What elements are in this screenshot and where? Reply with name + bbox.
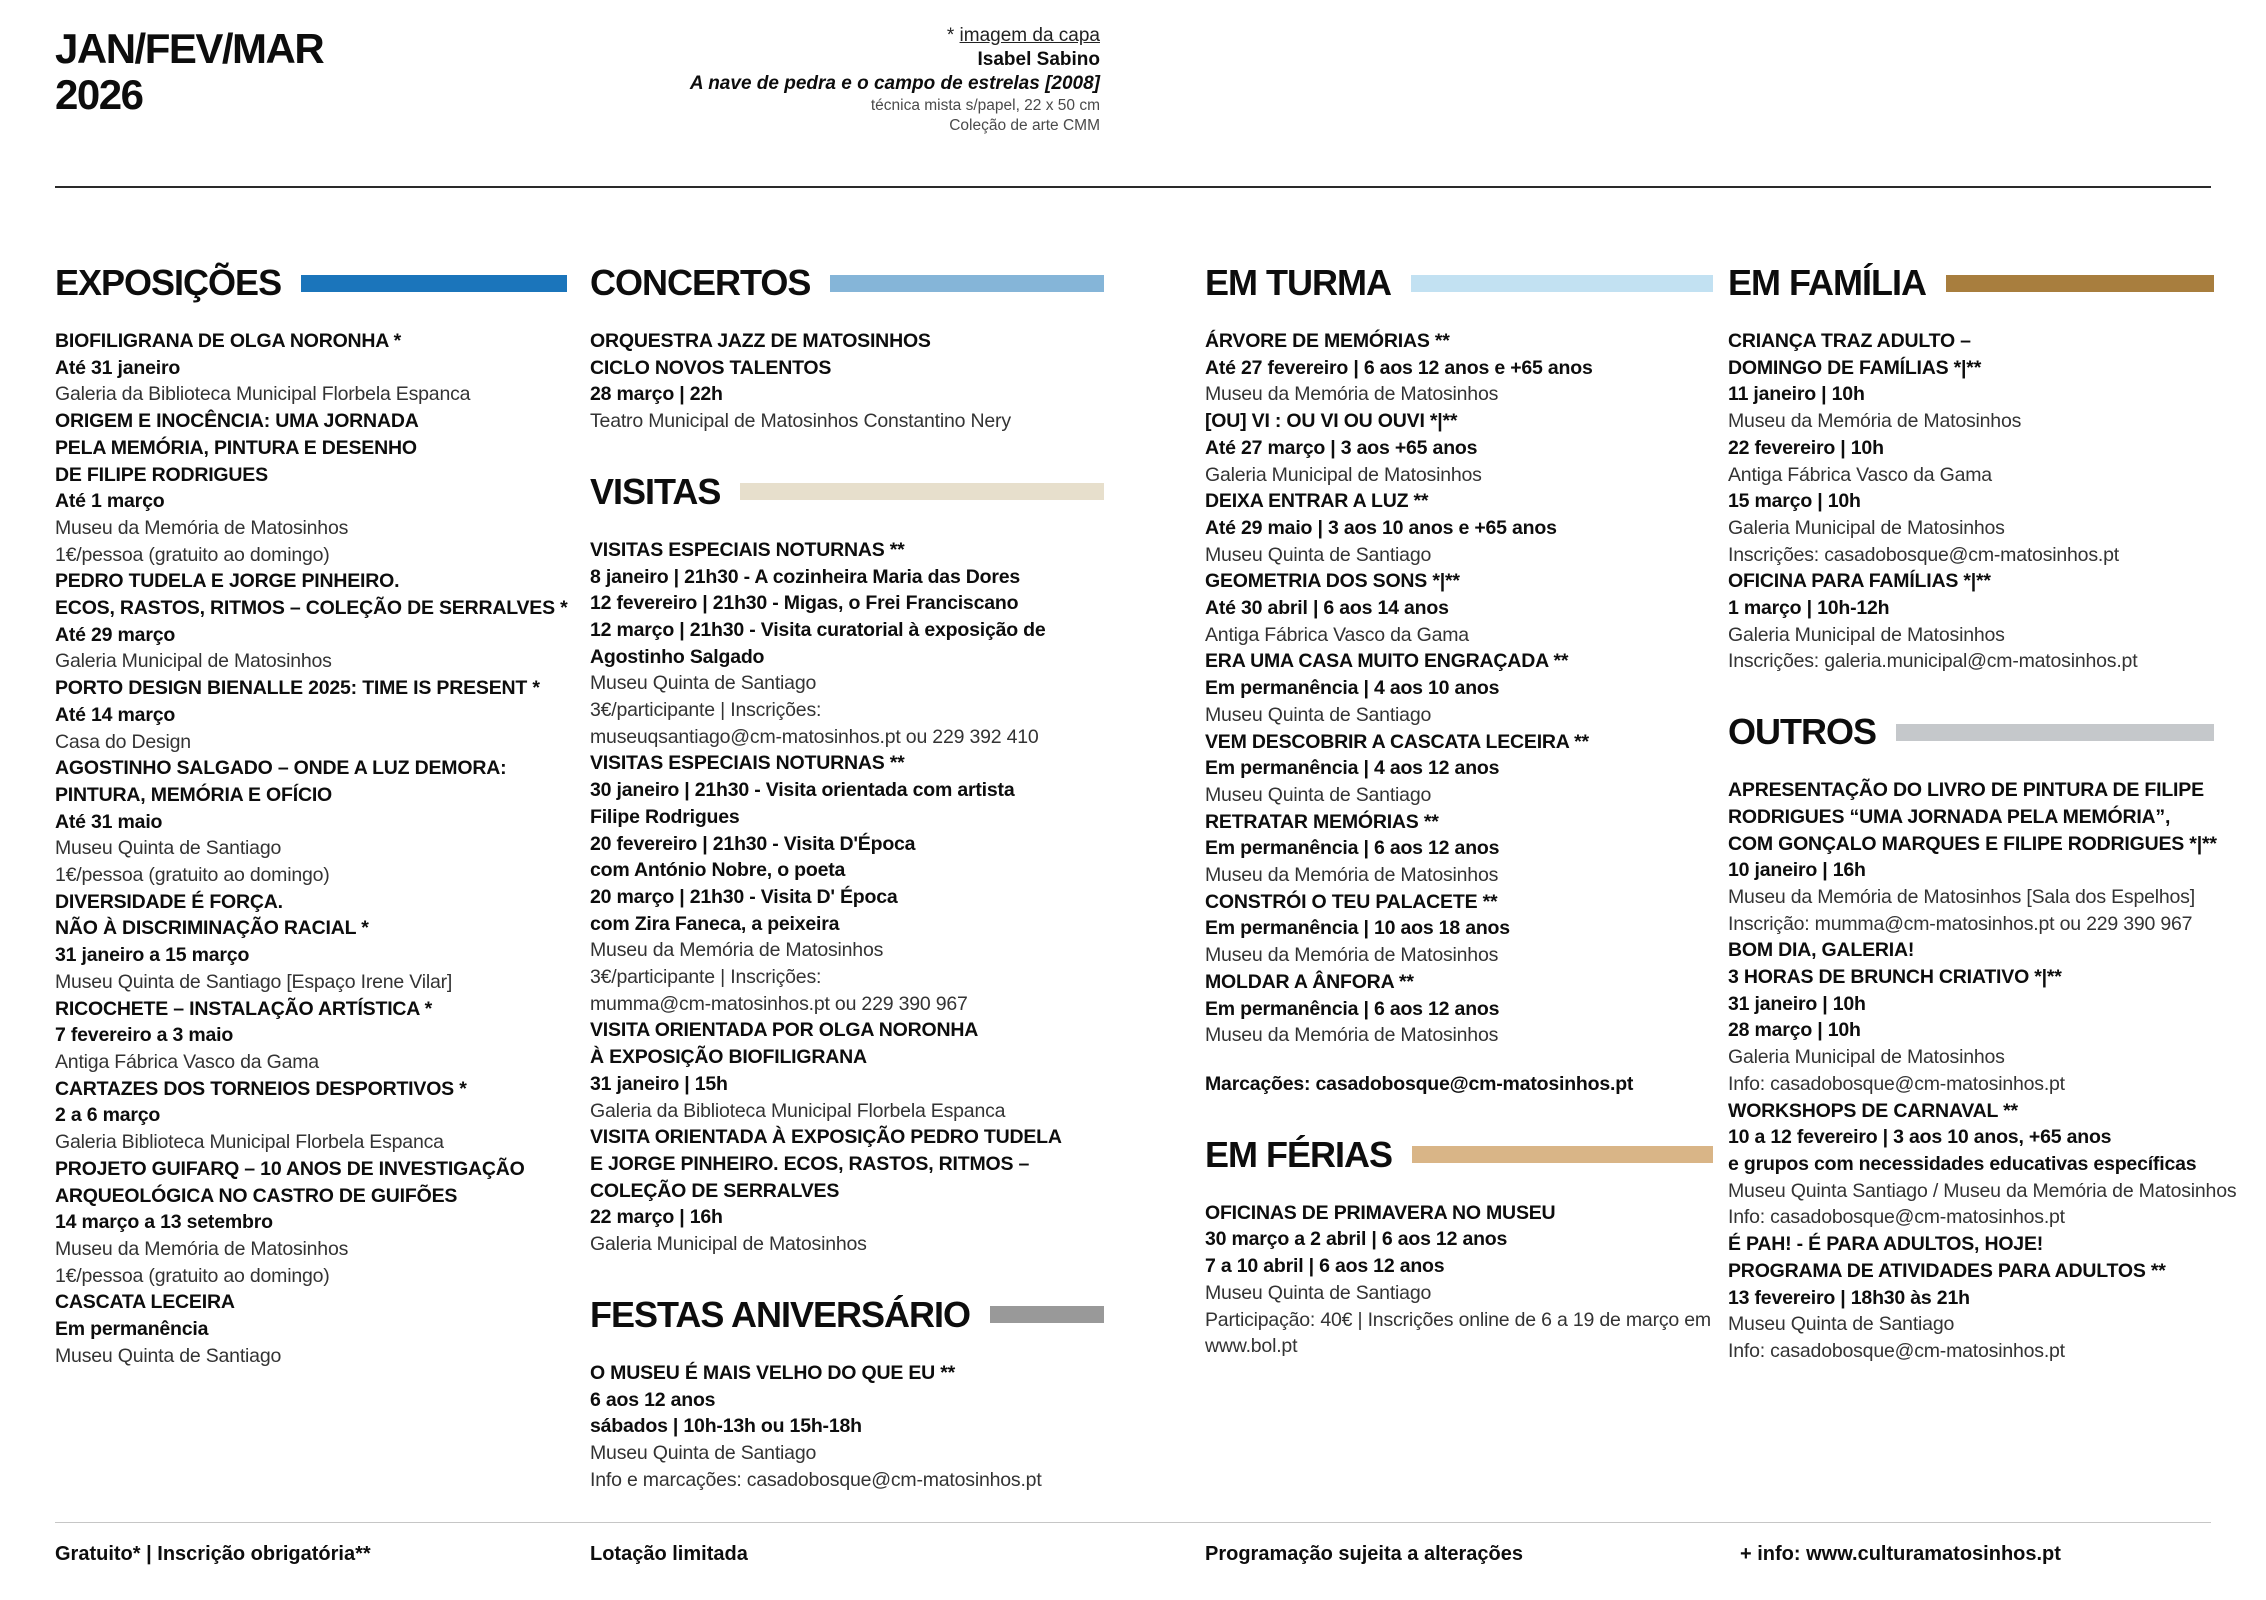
- event-line-bold: OFICINAS DE PRIMAVERA NO MUSEU: [1205, 1201, 1556, 1224]
- section-color-bar: [1411, 275, 1713, 292]
- footer-note-gratuito: Gratuito* | Inscrição obrigatória**: [55, 1543, 371, 1565]
- event-list: [1728, 328, 2214, 675]
- event-line-detail: Museu Quinta de Santiago: [590, 672, 817, 695]
- event-line-bold: Em permanência: [55, 1318, 209, 1341]
- event-line-bold: 7 fevereiro a 3 maio: [55, 1024, 234, 1047]
- event-line-bold: AGOSTINHO SALGADO – ONDE A LUZ DEMORA:: [55, 757, 507, 780]
- event-line-bold: COM GONÇALO MARQUES E FILIPE RODRIGUES *|**: [1728, 832, 2217, 855]
- cover-credits: [560, 24, 1100, 135]
- event-line-bold: 10 janeiro | 16h: [1728, 859, 1866, 882]
- event-line-bold: 14 março a 13 setembro: [55, 1211, 273, 1234]
- event-item: [1728, 1231, 2214, 1365]
- event-line-detail: Museu Quinta de Santiago: [590, 1441, 817, 1464]
- event-line-bold: 31 janeiro | 10h: [1728, 992, 1866, 1015]
- section-header-exposicoes: [55, 262, 567, 304]
- event-line-detail: Galeria da Biblioteca Municipal Florbela Espanca: [55, 383, 471, 406]
- section-header-concertos: [590, 262, 1104, 304]
- event-line-bold: BOM DIA, GALERIA!: [1728, 939, 1915, 962]
- event-line-bold: Até 31 maio: [55, 810, 163, 833]
- event-line-bold: PINTURA, MEMÓRIA E OFÍCIO: [55, 783, 333, 806]
- event-line-bold: 28 março | 22h: [590, 383, 723, 406]
- section-color-bar: [990, 1306, 1104, 1323]
- event-line-detail: Galeria Municipal de Matosinhos: [1205, 463, 1482, 486]
- event-line-bold: VEM DESCOBRIR A CASCATA LECEIRA **: [1205, 730, 1589, 753]
- cover-image-note: [560, 24, 1100, 48]
- event-line-bold: 1 março | 10h-12h: [1728, 597, 1890, 620]
- event-line-bold: VISITAS ESPECIAIS NOTURNAS **: [590, 538, 905, 561]
- event-line-bold: Em permanência | 6 aos 12 anos: [1205, 837, 1500, 860]
- event-line-bold: ÁRVORE DE MEMÓRIAS **: [1205, 330, 1450, 352]
- event-list: [1205, 328, 1713, 1098]
- event-line-bold: BIOFILIGRANA DE OLGA NORONHA *: [55, 330, 402, 352]
- section-title-em-ferias: EM FÉRIAS: [1205, 1133, 1393, 1175]
- event-item: [590, 1360, 1104, 1494]
- event-item: [1728, 328, 2214, 568]
- section-color-bar: [1946, 275, 2214, 292]
- event-line-detail: Museu da Memória de Matosinhos: [1205, 383, 1499, 406]
- footer-note-lotacao: Lotação limitada: [590, 1543, 748, 1565]
- section-outros: [1728, 711, 2237, 1364]
- event-line-bold: OFICINA PARA FAMÍLIAS *|**: [1728, 570, 1991, 593]
- event-line-bold: 10 a 12 fevereiro | 3 aos 10 anos, +65 anos: [1728, 1126, 2112, 1149]
- event-line-detail: Info: casadobosque@cm-matosinhos.pt: [1728, 1339, 2065, 1362]
- event-line-bold: APRESENTAÇÃO DO LIVRO DE PINTURA DE FILIPE: [1728, 779, 2204, 802]
- event-line-bold: PROJETO GUIFARQ – 10 ANOS DE INVESTIGAÇÃO: [55, 1157, 525, 1180]
- event-line-bold: 20 março | 21h30 - Visita D' Época: [590, 885, 898, 908]
- event-item: [55, 1156, 567, 1290]
- event-line-bold: CARTAZES DOS TORNEIOS DESPORTIVOS *: [55, 1077, 467, 1100]
- event-line-bold: NÃO À DISCRIMINAÇÃO RACIAL *: [55, 917, 369, 940]
- column-concertos-visitas-festas: [590, 262, 1104, 1493]
- event-line-detail: Inscrição: mumma@cm-matosinhos.pt ou 229 390 967: [1728, 912, 2193, 935]
- event-line-bold: 22 fevereiro | 10h: [1728, 436, 1884, 459]
- event-line-bold: RODRIGUES “UMA JORNADA PELA MEMÓRIA”,: [1728, 805, 2171, 828]
- event-line-detail: Museu Quinta de Santiago: [1205, 703, 1432, 726]
- event-item: [55, 328, 567, 408]
- section-header-festas-aniversario: [590, 1294, 1104, 1336]
- event-item: [590, 1124, 1104, 1258]
- section-exposicoes: [55, 262, 567, 1369]
- column-em-familia-outros: [1728, 262, 2237, 1365]
- event-line-bold: 30 janeiro | 21h30 - Visita orientada com artista: [590, 779, 1015, 802]
- event-line-bold: 6 aos 12 anos: [590, 1388, 716, 1411]
- event-item: [590, 328, 1104, 435]
- cover-work-title: A nave de pedra e o campo de estrelas [2008]: [689, 73, 1100, 94]
- event-line-bold: PROGRAMA DE ATIVIDADES PARA ADULTOS **: [1728, 1259, 2166, 1282]
- event-item: [1205, 809, 1713, 889]
- event-line-bold: PEDRO TUDELA E JORGE PINHEIRO.: [55, 570, 400, 593]
- event-list: [590, 537, 1104, 1258]
- event-line-bold: Até 1 março: [55, 490, 165, 513]
- event-line-detail: Galeria Municipal de Matosinhos: [1728, 1046, 2005, 1069]
- event-line-detail: Antiga Fábrica Vasco da Gama: [55, 1050, 319, 1073]
- event-line-detail: Galeria Municipal de Matosinhos: [1728, 623, 2005, 646]
- footer-info-url[interactable]: + info: www.culturamatosinhos.pt: [1740, 1543, 2061, 1565]
- event-line-bold: 12 fevereiro | 21h30 - Migas, o Frei Franciscano: [590, 592, 1019, 615]
- section-color-bar: [830, 275, 1104, 292]
- event-line-bold: O MUSEU É MAIS VELHO DO QUE EU **: [590, 1361, 956, 1384]
- section-em-ferias: [1205, 1134, 1713, 1360]
- section-festas-aniversario: [590, 1294, 1104, 1494]
- section-header-em-ferias: [1205, 1134, 1713, 1176]
- event-line-bold: sábados | 10h-13h ou 15h-18h: [590, 1415, 862, 1438]
- event-line-detail: museuqsantiago@cm-matosinhos.pt ou 229 392 410: [590, 725, 1039, 748]
- cover-technique: técnica mista s/papel, 22 x 50 cm: [870, 97, 1100, 114]
- event-item: [1205, 1200, 1713, 1360]
- section-header-outros: [1728, 711, 2214, 753]
- event-line-detail: Museu da Memória de Matosinhos: [55, 1237, 349, 1260]
- event-list: [55, 328, 567, 1369]
- event-line-bold: ERA UMA CASA MUITO ENGRAÇADA **: [1205, 650, 1569, 673]
- section-title-outros: OUTROS: [1728, 711, 1877, 753]
- event-item: [590, 1017, 1104, 1124]
- section-title-em-turma: EM TURMA: [1205, 262, 1391, 303]
- event-line-bold: Até 14 março: [55, 703, 176, 726]
- cover-artist: Isabel Sabino: [977, 49, 1100, 70]
- section-header-em-familia: [1728, 262, 2214, 304]
- section-title-festas-aniversario: FESTAS ANIVERSÁRIO: [590, 1293, 971, 1335]
- event-line-bold: ORQUESTRA JAZZ DE MATOSINHOS: [590, 330, 931, 352]
- event-line-bold: ORIGEM E INOCÊNCIA: UMA JORNADA: [55, 410, 419, 433]
- event-line-bold: Até 27 março | 3 aos +65 anos: [1205, 436, 1478, 459]
- section-color-bar: [1896, 724, 2214, 741]
- event-item: [55, 1289, 567, 1369]
- event-item: [55, 1076, 567, 1156]
- event-line-bold: PORTO DESIGN BIENALLE 2025: TIME IS PRESENT *: [55, 677, 540, 700]
- cover-star: *: [946, 25, 960, 46]
- event-line-detail: www.bol.pt: [1205, 1335, 1298, 1358]
- event-line-detail: 1€/pessoa (gratuito ao domingo): [55, 1264, 330, 1287]
- event-line-detail: Museu Quinta de Santiago: [55, 837, 282, 860]
- event-line-detail: 1€/pessoa (gratuito ao domingo): [55, 543, 330, 566]
- event-line-detail: Antiga Fábrica Vasco da Gama: [1205, 623, 1469, 646]
- event-line-detail: Casa do Design: [55, 730, 191, 753]
- event-item: [55, 996, 567, 1076]
- section-concertos: [590, 262, 1104, 435]
- event-line-bold: Agostinho Salgado: [590, 645, 765, 668]
- event-line-bold: DIVERSIDADE É FORÇA.: [55, 890, 283, 913]
- event-item: [590, 537, 1104, 751]
- event-item: [1205, 488, 1713, 568]
- event-line-bold: À EXPOSIÇÃO BIOFILIGRANA: [590, 1046, 867, 1069]
- event-line-detail: Museu da Memória de Matosinhos: [590, 939, 884, 962]
- event-line-detail: Museu Quinta de Santiago [Espaço Irene Vilar]: [55, 970, 453, 993]
- event-line-bold: Em permanência | 10 aos 18 anos: [1205, 917, 1510, 940]
- event-line-bold: PELA MEMÓRIA, PINTURA E DESENHO: [55, 436, 417, 459]
- section-em-familia: [1728, 262, 2214, 675]
- event-line-bold: 22 março | 16h: [590, 1206, 723, 1229]
- event-line-bold: DEIXA ENTRAR A LUZ **: [1205, 490, 1429, 513]
- year-label: 2026: [55, 71, 143, 118]
- section-title-visitas: VISITAS: [590, 470, 721, 512]
- event-line-bold: 30 março a 2 abril | 6 aos 12 anos: [1205, 1228, 1508, 1251]
- event-line-bold: 12 março | 21h30 - Visita curatorial à exposição de: [590, 618, 1046, 641]
- event-line-bold: CRIANÇA TRAZ ADULTO –: [1728, 330, 1971, 352]
- event-line-bold: com António Nobre, o poeta: [590, 859, 846, 882]
- event-line-bold: ECOS, RASTOS, RITMOS – COLEÇÃO DE SERRALVES *: [55, 597, 568, 620]
- event-line-bold: [OU] VI : OU VI OU OUVI *|**: [1205, 410, 1458, 433]
- event-item: [1205, 889, 1713, 969]
- event-line-bold: VISITA ORIENTADA POR OLGA NORONHA: [590, 1019, 979, 1042]
- event-line-bold: DE FILIPE RODRIGUES: [55, 463, 268, 486]
- event-line-bold: MOLDAR A ÂNFORA **: [1205, 970, 1414, 993]
- event-line-bold: 8 janeiro | 21h30 - A cozinheira Maria das Dores: [590, 565, 1021, 588]
- section-header-visitas: [590, 471, 1104, 513]
- footer-divider: [55, 1522, 2211, 1523]
- event-line-bold: Até 31 janeiro: [55, 356, 181, 379]
- event-line-detail: 1€/pessoa (gratuito ao domingo): [55, 864, 330, 887]
- cover-collection: Coleção de arte CMM: [949, 116, 1100, 134]
- event-item: [1728, 937, 2214, 1097]
- event-line-detail: Museu Quinta de Santiago: [55, 1344, 282, 1367]
- event-line-bold: Filipe Rodrigues: [590, 805, 740, 828]
- event-line-detail: Museu da Memória de Matosinhos: [1205, 864, 1499, 887]
- event-line-bold: Até 29 março: [55, 623, 176, 646]
- event-line-detail: Museu Quinta Santiago / Museu da Memória de Matosinhos: [1728, 1179, 2237, 1202]
- event-line-bold: RETRATAR MEMÓRIAS **: [1205, 810, 1439, 833]
- event-line-bold: Em permanência | 6 aos 12 anos: [1205, 997, 1500, 1020]
- section-color-bar: [740, 483, 1104, 500]
- event-list: [1728, 777, 2237, 1364]
- section-color-bar: [301, 275, 567, 292]
- event-item: [1728, 777, 2217, 937]
- event-line-bold: RICOCHETE – INSTALAÇÃO ARTÍSTICA *: [55, 997, 433, 1020]
- event-line-bold: 15 março | 10h: [1728, 490, 1861, 513]
- event-line-detail: Museu Quinta de Santiago: [1205, 543, 1432, 566]
- event-line-bold: Marcações: casadobosque@cm-matosinhos.pt: [1205, 1072, 1634, 1095]
- event-line-bold: Em permanência | 4 aos 10 anos: [1205, 677, 1500, 700]
- event-line-detail: Info: casadobosque@cm-matosinhos.pt: [1728, 1206, 2065, 1229]
- event-line-bold: E JORGE PINHEIRO. ECOS, RASTOS, RITMOS –: [590, 1152, 1030, 1175]
- event-line-bold: 13 fevereiro | 18h30 às 21h: [1728, 1286, 1970, 1309]
- event-line-bold: 11 janeiro | 10h: [1728, 383, 1865, 406]
- event-line-detail: 3€/participante | Inscrições:: [590, 699, 822, 722]
- period-label: JAN/FEV/MAR: [55, 25, 324, 72]
- event-line-detail: Museu Quinta de Santiago: [1205, 783, 1432, 806]
- event-line-bold: 28 março | 10h: [1728, 1019, 1861, 1042]
- event-line-bold: 20 fevereiro | 21h30 - Visita D'Época: [590, 832, 916, 855]
- event-line-detail: Museu da Memória de Matosinhos: [55, 516, 349, 539]
- event-line-bold: VISITAS ESPECIAIS NOTURNAS **: [590, 752, 905, 775]
- cover-image-link[interactable]: imagem da capa: [959, 25, 1100, 46]
- event-line-detail: Info e marcações: casadobosque@cm-matosinhos.pt: [590, 1468, 1042, 1491]
- event-line-bold: É PAH! - É PARA ADULTOS, HOJE!: [1728, 1233, 2044, 1256]
- event-line-detail: 3€/participante | Inscrições:: [590, 966, 822, 989]
- section-em-turma: [1205, 262, 1713, 1098]
- event-line-bold: CONSTRÓI O TEU PALACETE **: [1205, 890, 1498, 913]
- event-item: [1205, 328, 1713, 408]
- event-item: [1205, 648, 1713, 728]
- event-line-bold: GEOMETRIA DOS SONS *|**: [1205, 570, 1460, 593]
- column-exposicoes: [55, 262, 567, 1369]
- event-line-bold: 31 janeiro | 15h: [590, 1072, 728, 1095]
- section-visitas: [590, 471, 1104, 1258]
- section-header-em-turma: [1205, 262, 1713, 304]
- event-line-bold: DOMINGO DE FAMÍLIAS *|**: [1728, 356, 1982, 379]
- event-line-detail: Info: casadobosque@cm-matosinhos.pt: [1728, 1072, 2065, 1095]
- event-line-detail: Teatro Municipal de Matosinhos Constantino Nery: [590, 410, 1011, 433]
- event-line-detail: Museu Quinta de Santiago: [1728, 1313, 1955, 1336]
- section-title-exposicoes: EXPOSIÇÕES: [55, 262, 282, 303]
- event-line-detail: mumma@cm-matosinhos.pt ou 229 390 967: [590, 992, 968, 1015]
- event-line-detail: Galeria Biblioteca Municipal Florbela Espanca: [55, 1131, 444, 1154]
- event-line-bold: 3 HORAS DE BRUNCH CRIATIVO *|**: [1728, 966, 2062, 989]
- event-line-detail: Galeria Municipal de Matosinhos: [1728, 516, 2005, 539]
- section-title-concertos: CONCERTOS: [590, 262, 811, 303]
- event-line-bold: 31 janeiro a 15 março: [55, 944, 250, 967]
- event-line-bold: Até 29 maio | 3 aos 10 anos e +65 anos: [1205, 516, 1557, 539]
- event-line-bold: e grupos com necessidades educativas específicas: [1728, 1152, 2197, 1175]
- event-line-bold: 2 a 6 março: [55, 1104, 161, 1127]
- event-line-detail: Participação: 40€ | Inscrições online de 6 a 19 de março em: [1205, 1308, 1711, 1331]
- event-item: [55, 408, 567, 568]
- event-line-detail: Museu da Memória de Matosinhos: [1728, 410, 2022, 433]
- event-line-bold: 7 a 10 abril | 6 aos 12 anos: [1205, 1255, 1445, 1278]
- event-line-bold: Em permanência | 4 aos 12 anos: [1205, 757, 1500, 780]
- event-line-bold: com Zira Faneca, a peixeira: [590, 912, 840, 935]
- event-line-bold: CICLO NOVOS TALENTOS: [590, 356, 832, 379]
- event-item: [1205, 729, 1713, 809]
- event-line-detail: Inscrições: casadobosque@cm-matosinhos.pt: [1728, 543, 2119, 566]
- event-line-detail: Inscrições: galeria.municipal@cm-matosinhos.pt: [1728, 650, 2138, 673]
- page-title: [55, 26, 323, 118]
- event-line-bold: Até 27 fevereiro | 6 aos 12 anos e +65 anos: [1205, 356, 1593, 379]
- event-list: [590, 328, 1104, 435]
- event-item: [55, 889, 567, 996]
- event-line-detail: Museu da Memória de Matosinhos: [1205, 1024, 1499, 1047]
- event-line-detail: Museu Quinta de Santiago: [1205, 1281, 1432, 1304]
- event-line-bold: COLEÇÃO DE SERRALVES: [590, 1179, 840, 1202]
- event-line-detail: Galeria da Biblioteca Municipal Florbela Espanca: [590, 1099, 1006, 1122]
- event-line-detail: Museu da Memória de Matosinhos: [1205, 944, 1499, 967]
- event-line-bold: VISITA ORIENTADA À EXPOSIÇÃO PEDRO TUDELA: [590, 1126, 1062, 1149]
- event-item: [1728, 1098, 2237, 1232]
- event-line-detail: Galeria Municipal de Matosinhos: [590, 1233, 867, 1256]
- event-line-bold: Até 30 abril | 6 aos 14 anos: [1205, 597, 1449, 620]
- event-item: [55, 568, 567, 675]
- event-item: [55, 675, 567, 755]
- event-list: [1205, 1200, 1713, 1360]
- event-item: [1205, 1071, 1713, 1098]
- event-item: [590, 750, 1104, 1017]
- event-line-bold: WORKSHOPS DE CARNAVAL **: [1728, 1099, 2018, 1122]
- event-item: [1205, 408, 1713, 488]
- event-item: [1205, 969, 1713, 1049]
- event-line-bold: ARQUEOLÓGICA NO CASTRO DE GUIFÕES: [55, 1184, 458, 1207]
- footer-note-programacao: Programação sujeita a alterações: [1205, 1543, 1523, 1565]
- column-em-turma-em-ferias: [1205, 262, 1713, 1360]
- event-item: [1205, 568, 1713, 648]
- event-line-detail: Galeria Municipal de Matosinhos: [55, 650, 332, 673]
- event-line-bold: CASCATA LECEIRA: [55, 1291, 235, 1314]
- section-color-bar: [1412, 1146, 1713, 1163]
- event-item: [55, 755, 567, 889]
- event-item: [1728, 568, 2214, 675]
- event-list: [590, 1360, 1104, 1494]
- header-divider: [55, 186, 2211, 188]
- section-title-em-familia: EM FAMÍLIA: [1728, 262, 1926, 303]
- event-line-detail: Antiga Fábrica Vasco da Gama: [1728, 463, 1992, 486]
- event-line-detail: Museu da Memória de Matosinhos [Sala dos Espelhos]: [1728, 885, 2195, 908]
